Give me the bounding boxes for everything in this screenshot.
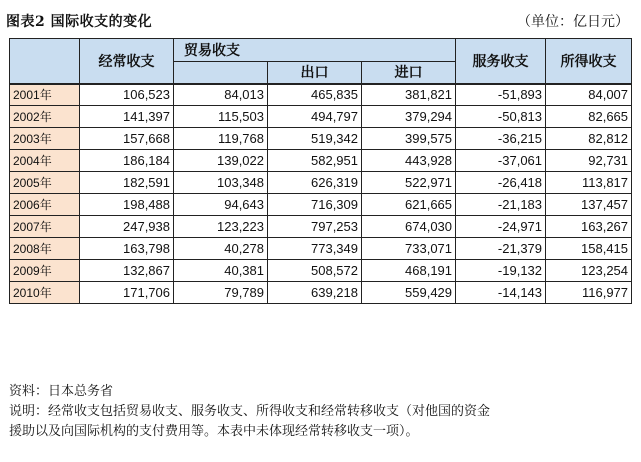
table-row [10, 260, 632, 282]
cell-services: -36,215 [456, 128, 546, 150]
cell-year: 2002年 [10, 106, 80, 128]
cell-services: -21,183 [456, 194, 546, 216]
cell-import: 379,294 [362, 106, 456, 128]
cell-income: 158,415 [546, 238, 632, 260]
cell-trade: 94,643 [174, 194, 268, 216]
cell-export: 508,572 [268, 260, 362, 282]
cell-year: 2003年 [10, 128, 80, 150]
unit-label: （单位：亿日元） [517, 14, 629, 30]
cell-current: 106,523 [80, 84, 174, 106]
cell-export: 465,835 [268, 84, 362, 106]
cell-current: 182,591 [80, 172, 174, 194]
cell-income: 113,817 [546, 172, 632, 194]
cell-year: 2007年 [10, 216, 80, 238]
cell-services: -19,132 [456, 260, 546, 282]
cell-current: 171,706 [80, 282, 174, 304]
header-services-balance: 服务收支 [456, 39, 546, 84]
cell-import: 381,821 [362, 84, 456, 106]
cell-export: 519,342 [268, 128, 362, 150]
table-row [10, 238, 632, 260]
header-import: 进口 [362, 62, 456, 84]
cell-trade: 103,348 [174, 172, 268, 194]
cell-current: 163,798 [80, 238, 174, 260]
cell-trade: 123,223 [174, 216, 268, 238]
cell-trade: 115,503 [174, 106, 268, 128]
header-income-balance: 所得收支 [546, 39, 632, 84]
cell-income: 163,267 [546, 216, 632, 238]
table-row [10, 194, 632, 216]
header-current-account: 经常收支 [80, 39, 174, 84]
source-note: 资料：日本总务省 [9, 384, 114, 399]
cell-import: 443,928 [362, 150, 456, 172]
cell-import: 674,030 [362, 216, 456, 238]
cell-current: 132,867 [80, 260, 174, 282]
table-row [10, 216, 632, 238]
cell-export: 626,319 [268, 172, 362, 194]
header-trade-empty [174, 62, 268, 84]
cell-import: 559,429 [362, 282, 456, 304]
cell-trade: 84,013 [174, 84, 268, 106]
explanation-note-line2: 援助以及向国际机构的支付费用等。本表中未体现经常转移收支一项）。 [9, 424, 419, 439]
cell-current: 141,397 [80, 106, 174, 128]
cell-income: 82,665 [546, 106, 632, 128]
cell-services: -50,813 [456, 106, 546, 128]
cell-services: -21,379 [456, 238, 546, 260]
cell-current: 157,668 [80, 128, 174, 150]
cell-year: 2008年 [10, 238, 80, 260]
cell-current: 247,938 [80, 216, 174, 238]
cell-services: -51,893 [456, 84, 546, 106]
cell-services: -14,143 [456, 282, 546, 304]
cell-import: 522,971 [362, 172, 456, 194]
table-notes [9, 382, 634, 442]
table-row [10, 128, 632, 150]
cell-export: 639,218 [268, 282, 362, 304]
table-row [10, 106, 632, 128]
cell-trade: 40,278 [174, 238, 268, 260]
cell-import: 621,665 [362, 194, 456, 216]
header-export: 出口 [268, 62, 362, 84]
cell-year: 2009年 [10, 260, 80, 282]
cell-current: 198,488 [80, 194, 174, 216]
table-row [10, 150, 632, 172]
table-row [10, 172, 632, 194]
cell-year: 2004年 [10, 150, 80, 172]
cell-trade: 139,022 [174, 150, 268, 172]
cell-trade: 40,381 [174, 260, 268, 282]
table-row [10, 282, 632, 304]
cell-export: 797,253 [268, 216, 362, 238]
cell-trade: 79,789 [174, 282, 268, 304]
cell-income: 137,457 [546, 194, 632, 216]
cell-services: -24,971 [456, 216, 546, 238]
cell-export: 773,349 [268, 238, 362, 260]
cell-import: 733,071 [362, 238, 456, 260]
balance-of-payments-table [9, 38, 632, 304]
table-row [10, 84, 632, 106]
cell-export: 494,797 [268, 106, 362, 128]
cell-year: 2006年 [10, 194, 80, 216]
cell-income: 84,007 [546, 84, 632, 106]
cell-income: 123,254 [546, 260, 632, 282]
cell-income: 116,977 [546, 282, 632, 304]
cell-import: 468,191 [362, 260, 456, 282]
cell-year: 2005年 [10, 172, 80, 194]
cell-import: 399,575 [362, 128, 456, 150]
cell-trade: 119,768 [174, 128, 268, 150]
explanation-note-line1: 说明：经常收支包括贸易收支、服务收支、所得收支和经常转移收支（对他国的资金 [9, 404, 491, 419]
cell-services: -37,061 [456, 150, 546, 172]
cell-export: 582,951 [268, 150, 362, 172]
header-trade-balance: 贸易收支 [174, 39, 456, 62]
cell-export: 716,309 [268, 194, 362, 216]
cell-income: 82,812 [546, 128, 632, 150]
cell-services: -26,418 [456, 172, 546, 194]
header-year [10, 39, 80, 84]
table-title: 图表2 国际收支的变化 [6, 14, 153, 30]
cell-year: 2010年 [10, 282, 80, 304]
cell-income: 92,731 [546, 150, 632, 172]
cell-year: 2001年 [10, 84, 80, 106]
cell-current: 186,184 [80, 150, 174, 172]
